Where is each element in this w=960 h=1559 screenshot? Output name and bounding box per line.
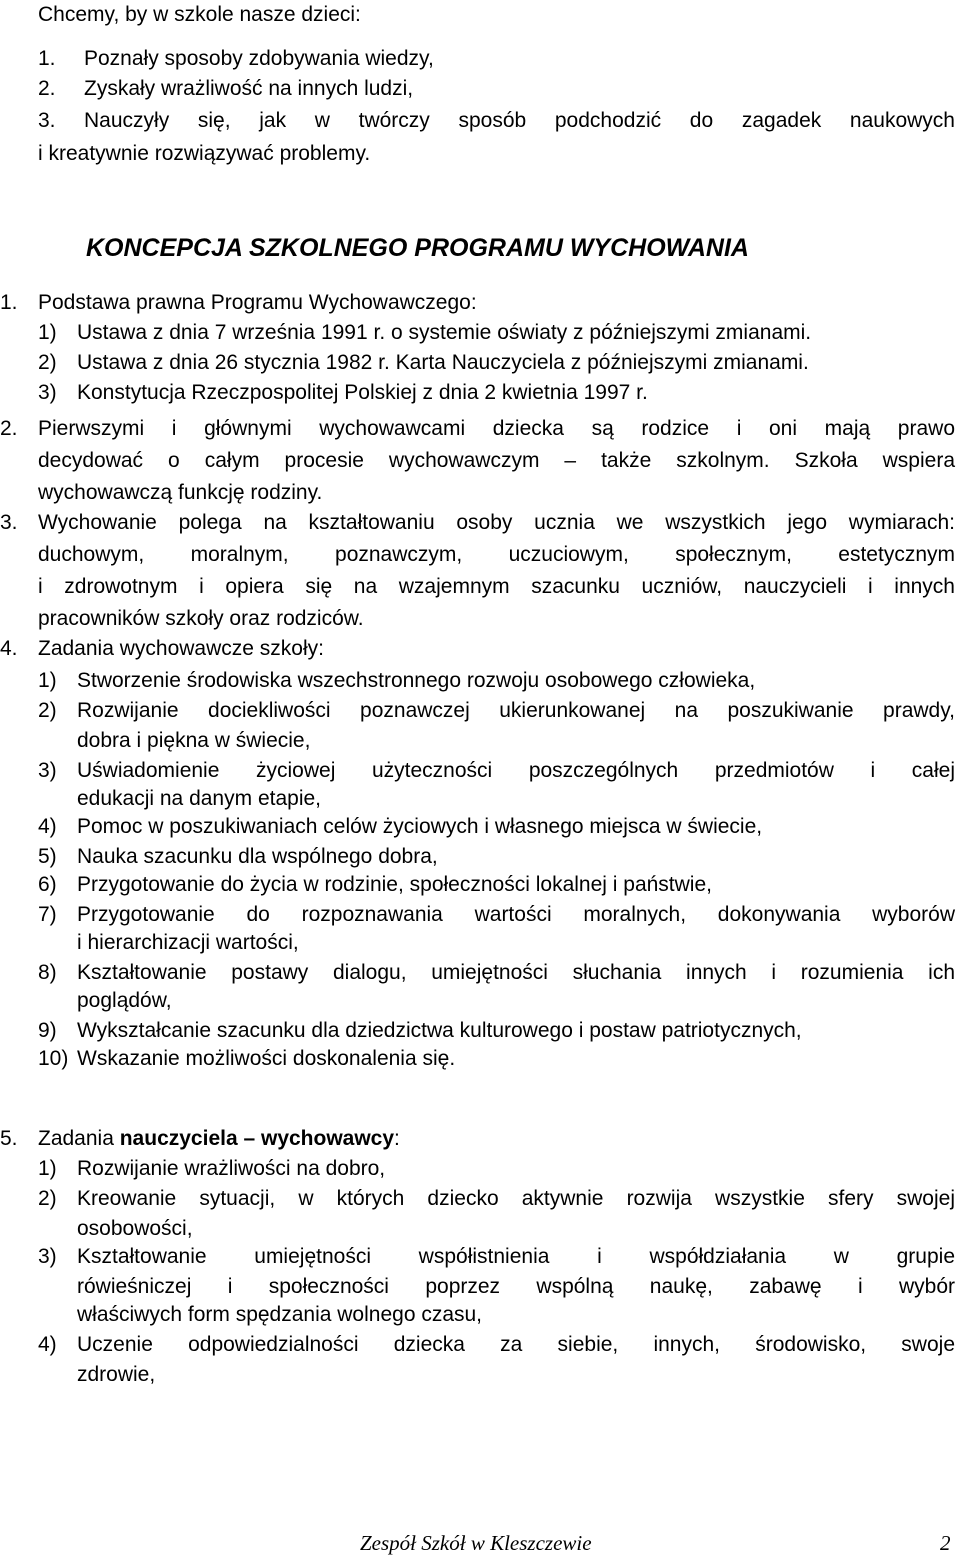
list-item-number: 1) [38, 321, 57, 344]
document-title: KONCEPCJA SZKOLNEGO PROGRAMU WYCHOWANIA [86, 234, 749, 262]
list-item-number: 3) [38, 381, 57, 404]
paragraph-line: duchowym, moralnym, poznawczym, uczuciowym, społecznym, estetycznym [38, 543, 955, 566]
section-number: 2. [0, 417, 18, 440]
list-item-text: właściwych form spędzania wolnego czasu, [77, 1303, 483, 1326]
intro-item-number: 3. [38, 109, 56, 132]
section-number: 3. [0, 511, 18, 534]
paragraph-line: decydować o całym procesie wychowawczym – także szkolnym. Szkoła wspiera [38, 449, 955, 472]
list-item-text: Ustawa z dnia 7 września 1991 r. o systemie oświaty z późniejszymi zmianami. [77, 321, 812, 344]
list-item-number: 3) [38, 1245, 57, 1268]
list-item-text: Konstytucja Rzeczpospolitej Polskiej z dnia 2 kwietnia 1997 r. [77, 381, 648, 404]
list-item-text: Rozwijanie wrażliwości na dobro, [77, 1157, 386, 1180]
list-item-number: 7) [38, 903, 57, 926]
list-item-number: 4) [38, 815, 57, 838]
section-heading: Podstawa prawna Programu Wychowawczego: [38, 291, 477, 314]
list-item-text: Nauka szacunku dla wspólnego dobra, [77, 845, 438, 868]
intro-item-text: Poznały sposoby zdobywania wiedzy, [84, 47, 434, 70]
list-item-text: dobra i piękna w świecie, [77, 729, 311, 752]
footer-school-name: Zespół Szkół w Kleszczewie [360, 1531, 592, 1555]
intro-lead: Chcemy, by w szkole nasze dzieci: [38, 3, 361, 26]
list-item-text: Pomoc w poszukiwaniach celów życiowych i własnego miejsca w świecie, [77, 815, 763, 838]
list-item-text: Uczenie odpowiedzialności dziecka za siebie, innych, środowisko, swoje [77, 1333, 955, 1356]
intro-item-number: 2. [38, 77, 56, 100]
heading-bold: nauczyciela – wychowawcy [119, 1127, 395, 1150]
section-number: 5. [0, 1127, 18, 1150]
heading-plain: Zadania [38, 1127, 120, 1150]
list-item-text: rówieśniczej i społeczności poprzez wspólną naukę, zabawę i wybór [77, 1275, 955, 1298]
list-item-number: 4) [38, 1333, 57, 1356]
section-heading [38, 1128, 400, 1149]
intro-item-continuation: i kreatywnie rozwiązywać problemy. [38, 142, 371, 165]
list-item-number: 1) [38, 669, 57, 692]
list-item-number: 6) [38, 873, 57, 896]
list-item-text: Uświadomienie życiowej użyteczności poszczególnych przedmiotów i całej [77, 759, 955, 782]
footer-page-number: 2 [940, 1531, 951, 1555]
list-item-number: 1) [38, 1157, 57, 1180]
list-item-number: 2) [38, 1187, 57, 1210]
list-item-text: Wskazanie możliwości doskonalenia się. [77, 1047, 456, 1070]
paragraph-line: i zdrowotnym i opiera się na wzajemnym szacunku uczniów, nauczycieli i innych [38, 575, 955, 598]
section-heading: Zadania wychowawcze szkoły: [38, 637, 324, 660]
paragraph-line: Wychowanie polega na kształtowaniu osoby ucznia we wszystkich jego wymiarach: [38, 511, 955, 534]
list-item-text: edukacji na danym etapie, [77, 787, 321, 810]
list-item-number: 9) [38, 1019, 57, 1042]
list-item-text: osobowości, [77, 1217, 193, 1240]
list-item-text: Kreowanie sytuacji, w których dziecko aktywnie rozwija wszystkie sfery swojej [77, 1187, 955, 1210]
section-number: 1. [0, 291, 18, 314]
intro-item-number: 1. [38, 47, 56, 70]
list-item-text: Stworzenie środowiska wszechstronnego rozwoju osobowego człowieka, [77, 669, 756, 692]
section-number: 4. [0, 637, 18, 660]
list-item-number: 8) [38, 961, 57, 984]
list-item-text: zdrowie, [77, 1363, 156, 1386]
list-item-text: poglądów, [77, 989, 172, 1012]
list-item-number: 10) [38, 1047, 69, 1070]
heading-colon: : [394, 1127, 400, 1150]
list-item-text: Ustawa z dnia 26 stycznia 1982 r. Karta Nauczyciela z późniejszymi zmianami. [77, 351, 809, 374]
list-item-text: i hierarchizacji wartości, [77, 931, 299, 954]
paragraph-line: wychowawczą funkcję rodziny. [38, 481, 323, 504]
list-item-text: Kształtowanie postawy dialogu, umiejętności słuchania innych i rozumienia ich [77, 961, 955, 984]
list-item-number: 2) [38, 351, 57, 374]
list-item-number: 2) [38, 699, 57, 722]
list-item-text: Przygotowanie do życia w rodzinie, społeczności lokalnej i państwie, [77, 873, 712, 896]
list-item-text: Rozwijanie dociekliwości poznawczej ukierunkowanej na poszukiwanie prawdy, [77, 699, 955, 722]
paragraph-line: pracowników szkoły oraz rodziców. [38, 607, 364, 630]
intro-item-text: Nauczyły się, jak w twórczy sposób podchodzić do zagadek naukowych [84, 109, 955, 132]
list-item-number: 3) [38, 759, 57, 782]
list-item-text: Przygotowanie do rozpoznawania wartości moralnych, dokonywania wyborów [77, 903, 955, 926]
intro-item-text: Zyskały wrażliwość na innych ludzi, [84, 77, 414, 100]
list-item-number: 5) [38, 845, 57, 868]
list-item-text: Wykształcanie szacunku dla dziedzictwa kulturowego i postaw patriotycznych, [77, 1019, 802, 1042]
list-item-text: Kształtowanie umiejętności współistnienia i współdziałania w grupie [77, 1245, 955, 1268]
paragraph-line: Pierwszymi i głównymi wychowawcami dziecka są rodzice i oni mają prawo [38, 417, 955, 440]
